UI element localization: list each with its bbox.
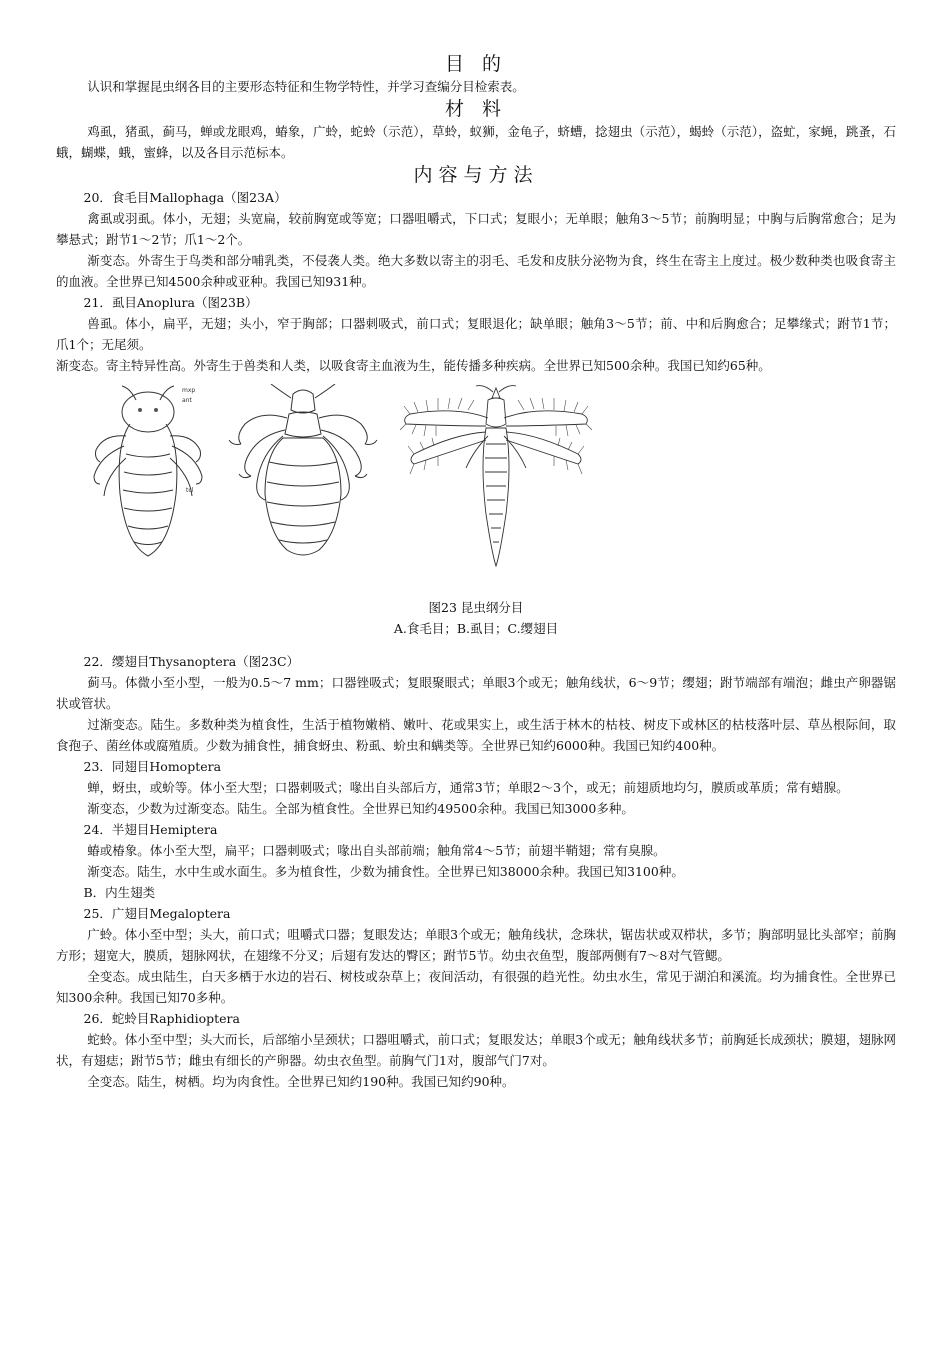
order-20-biology: 渐变态。外寄生于鸟类和部分哺乳类，不侵袭人类。绝大多数以寄主的羽毛、毛发和皮肤分泌物为食，终生在寄主上度过。极少数种类也吸食寄主的血液。全世界已知4500余种或亚种。我国已知931种。 xyxy=(56,253,896,289)
figure-caption: 图23 昆虫纲分目 xyxy=(428,600,524,615)
figure-subcaption: A.食毛目；B.虱目；C.缨翅目 xyxy=(393,621,559,636)
order-26-biology: 全变态。陆生，树栖。均为肉食性。全世界已知约190种。我国已知约90种。 xyxy=(87,1074,515,1089)
order-21-heading: 21．虱目Anoplura（图23B） xyxy=(83,295,258,310)
figure-label-mxp: mxp xyxy=(182,387,196,394)
order-26-heading: 26．蛇蛉目Raphidioptera xyxy=(83,1011,240,1026)
order-23-heading: 23．同翅目Homoptera xyxy=(83,759,222,774)
group-b-heading: B．内生翅类 xyxy=(83,885,156,900)
anoplura-illustration xyxy=(221,384,386,564)
figure-23 xyxy=(56,384,896,589)
figure-caption-block xyxy=(56,597,896,639)
order-24-heading: 24．半翅目Hemiptera xyxy=(83,822,218,837)
figure-label-tcl: tcl xyxy=(186,487,194,494)
order-23-description: 蝉，蚜虫，或蚧等。体小至大型；口器刺吸式；喙出自头部后方，通常3节；单眼2～3个，或无；前翅质地均匀，膜质或革质；常有蜡腺。 xyxy=(87,780,849,795)
order-24-description: 蝽或椿象。体小至大型，扁平；口器刺吸式；喙出自头部前端；触角常4～5节；前翅半鞘翅；常有臭腺。 xyxy=(87,843,666,858)
order-22-biology: 过渐变态。陆生。多数种类为植食性，生活于植物嫩梢、嫩叶、花或果实上，或生活于林木的枯枝、树皮下或林区的枯枝落叶层、草丛根际间，取食孢子、菌丝体或腐殖质。少数为捕食性，捕食蚜虫、粉虱、蚧虫和螨类等。全世界已知约6000种。我国已知约400种。 xyxy=(56,717,896,753)
order-23-biology: 渐变态，少数为过渐变态。陆生。全部为植食性。全世界已知约49500余种。我国已知3000多种。 xyxy=(87,801,634,816)
order-22-description: 蓟马。体微小至小型，一般为0.5～7 mm；口器锉吸式；复眼聚眼式；单眼3个或无；触角线状，6～9节；缨翅；跗节端部有端泡；雌虫产卵器锯状或管状。 xyxy=(56,675,896,711)
mallophaga-illustration xyxy=(86,384,216,564)
purpose-title: 目 的 xyxy=(444,53,508,75)
order-26-description: 蛇蛉。体小至中型；头大而长，后部缩小呈颈状；口器咀嚼式，前口式；复眼发达；单眼3个或无；触角线状多节；前胸延长成颈状；膜翅，翅脉网状，有翅痣；跗节5节；雌虫有细长的产卵器。幼虫衣鱼型。前胸气门1对，腹部气门7对。 xyxy=(56,1032,896,1068)
order-20-heading: 20．食毛目Mallophaga（图23A） xyxy=(83,190,287,205)
order-25-heading: 25．广翅目Megaloptera xyxy=(83,906,231,921)
purpose-text: 认识和掌握昆虫纲各目的主要形态特征和生物学特性，并学习查编分目检索表。 xyxy=(87,79,525,94)
order-20-description: 禽虱或羽虱。体小，无翅；头宽扁，较前胸宽或等宽；口器咀嚼式，下口式；复眼小；无单眼；触角3～5节；前胸明显；中胸与后胸常愈合；足为攀悬式；跗节1～2节；爪1～2个。 xyxy=(56,211,896,247)
order-25-biology: 全变态。成虫陆生，白天多栖于水边的岩石、树枝或杂草上；夜间活动，有很强的趋光性。幼虫水生，常见于湖泊和溪流。均为捕食性。全世界已知300余种。我国已知70多种。 xyxy=(56,969,896,1005)
methods-title: 内容与方法 xyxy=(413,164,539,186)
order-21-biology: 渐变态。寄主特异性高。外寄生于兽类和人类，以吸食寄主血液为生，能传播多种疾病。全世界已知500余种。我国已知约65种。 xyxy=(56,358,771,373)
order-22-heading: 22．缨翅目Thysanoptera（图23C） xyxy=(83,654,300,669)
document-page xyxy=(56,52,896,1092)
materials-text: 鸡虱，猪虱，蓟马，蝉或龙眼鸡，蝽象，广蛉，蛇蛉（示范），草蛉，蚁狮，金龟子，蛴螬，捻翅虫（示范），蝎蛉（示范），盗虻，家蝇，跳蚤，石蛾，蝴蝶，蛾，蜜蜂，以及各目示范标本。 xyxy=(56,124,896,160)
materials-title: 材 料 xyxy=(444,98,508,120)
order-21-description: 兽虱。体小，扁平，无翅；头小，窄于胸部；口器刺吸式，前口式；复眼退化；缺单眼；触角3～5节；前、中和后胸愈合；足攀缘式；跗节1节；爪1个；无尾须。 xyxy=(56,316,896,352)
order-25-description: 广蛉。体小至中型；头大，前口式；咀嚼式口器；复眼发达；单眼3个或无；触角线状，念珠状，锯齿状或双栉状，多节；胸部明显比头部窄；前胸方形；翅宽大，膜质，翅脉网状，在翅缘不分叉；后翅有发达的臀区；跗节5节。幼虫衣鱼型，腹部两侧有7～8对气管鳃。 xyxy=(56,927,896,963)
order-24-biology: 渐变态。陆生，水中生或水面生。多为植食性，少数为捕食性。全世界已知38000余种。我国已知3100种。 xyxy=(87,864,684,879)
figure-label-ant: ant xyxy=(182,397,192,404)
thysanoptera-illustration xyxy=(396,384,596,569)
